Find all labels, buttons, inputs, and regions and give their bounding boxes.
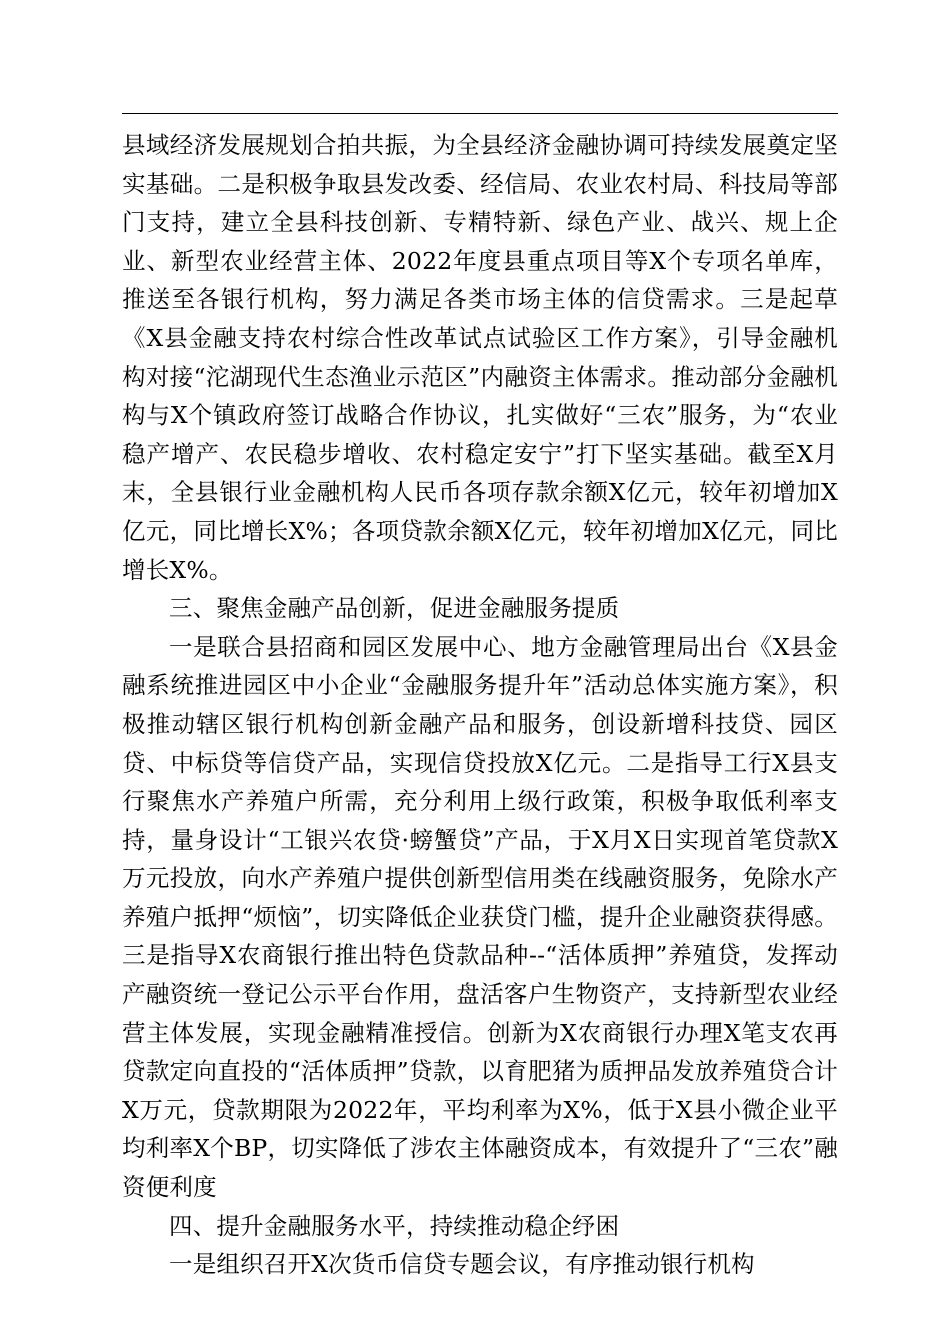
paragraph-continuation: 县域经济发展规划合拍共振，为全县经济金融协调可持续发展奠定坚实基础。二是积极争取县发改委、经信局、农业农村局、科技局等部门支持，建立全县科技创新、专精特新、绿色产业、战兴、规上企业、新型农业经营主体、2022年度县重点项目等X个专项名单库，推送至各银行机构，努力满足各类市场主体的信贷需求。三是起草《X县金融支持农村综合性改革试点试验区工作方案》，引导金融机构对接“沱湖现代生态渔业示范区”内融资主体需求。推动部分金融机构与X个镇政府签订战略合作协议，扎实做好“三农”服务，为“农业稳产增产、农民稳步增收、农村稳定安宁”打下坚实基础。截至X月末，全县银行业金融机构人民币各项存款余额X亿元，较年初增加X亿元，同比增长X%；各项贷款余额X亿元，较年初增加X亿元，同比增长X%。 xyxy=(122,131,838,584)
paragraph: 一是联合县招商和园区发展中心、地方金融管理局出台《X县金融系统推进园区中小企业“金融服务提升年”活动总体实施方案》，积极推动辖区银行机构创新金融产品和服务，创设新增科技贷、园区贷、中标贷等信贷产品，实现信贷投放X亿元。二是指导工行X县支行聚焦水产养殖户所需，充分利用上级行政策，积极争取低利率支持，量身设计“工银兴农贷·螃蟹贷”产品，于X月X日实现首笔贷款X万元投放，向水产养殖户提供创新型信用类在线融资服务，免除水产养殖户抵押“烦恼”，切实降低企业获贷门槛，提升企业融资获得感。三是指导X农商银行推出特色贷款品种--“活体质押”养殖贷，发挥动产融资统一登记公示平台作用，盘活客户生物资产，支持新型农业经营主体发展，实现金融精准授信。创新为X农商银行办理X笔支农再贷款定向直投的“活体质押”贷款，以育肥猪为质押品发放养殖贷合计X万元，贷款期限为2022年，平均利率为X%，低于X县小微企业平均利率X个BP，切实降低了涉农主体融资成本，有效提升了“三农”融资便利度 xyxy=(122,632,838,1202)
section-heading-4: 四、提升金融服务水平，持续推动稳企纾困 xyxy=(169,1211,620,1240)
paragraph: 一是组织召开X次货币信贷专题会议，有序推动银行机构 xyxy=(169,1250,755,1279)
section-heading-3: 三、聚焦金融产品创新，促进金融服务提质 xyxy=(169,594,620,623)
header-rule xyxy=(122,113,838,114)
document-body xyxy=(122,126,838,1284)
